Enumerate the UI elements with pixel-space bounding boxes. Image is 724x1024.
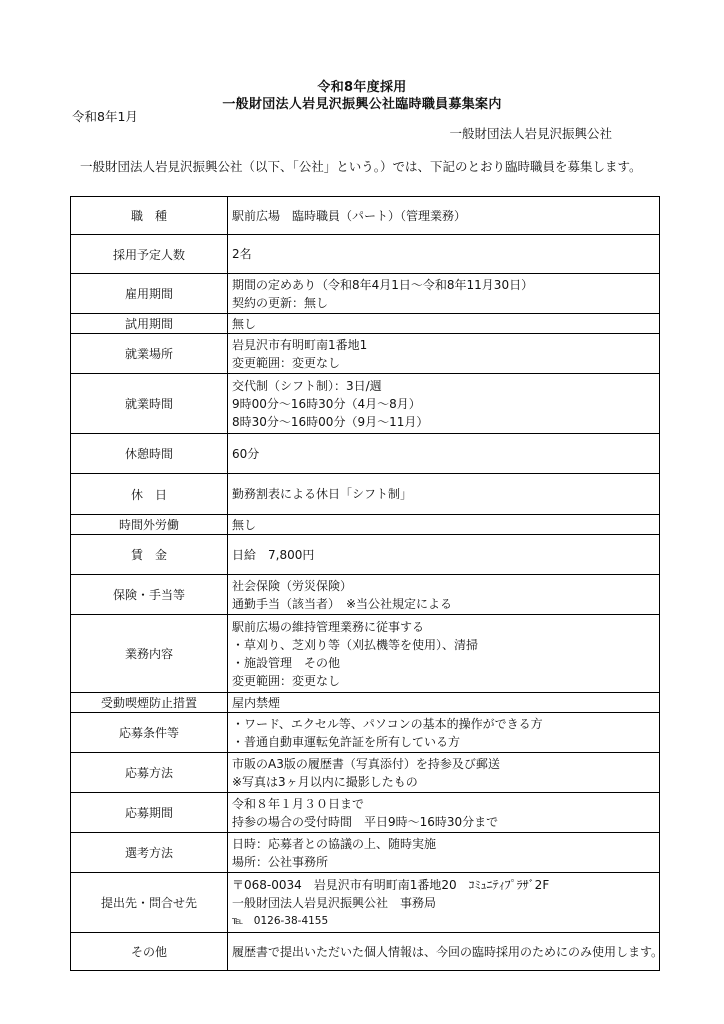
row-value	[228, 693, 660, 713]
value-line: 一般財団法人岩見沢振興公社 事務局	[232, 895, 437, 910]
row-label: 応募期間	[71, 793, 228, 833]
row-label: 休 日	[71, 474, 228, 515]
row-value	[228, 314, 660, 334]
row-label: 応募方法	[71, 753, 228, 793]
value-line: 9時00分～16時30分（4月～8月）	[232, 396, 421, 411]
value-line: 〒068-0034 岩見沢市有明町南1番地20 ｺﾐｭﾆﾃｨﾌﾟﾗｻﾞ2F	[232, 877, 550, 892]
row-value	[228, 434, 660, 474]
row-value	[228, 274, 660, 314]
value-line: ※写真は3ヶ月以内に撮影したもの	[232, 774, 418, 789]
row-working-hours	[71, 374, 660, 434]
row-label: 就業時間	[71, 374, 228, 434]
row-value	[228, 334, 660, 374]
title-line-1: 令和8年度採用	[317, 80, 407, 95]
row-smoking-policy	[71, 693, 660, 713]
row-label: 職 種	[71, 197, 228, 235]
row-value	[228, 753, 660, 793]
row-contact	[71, 873, 660, 933]
row-label: 採用予定人数	[71, 235, 228, 274]
value-line: 駅前広場 臨時職員（パート）（管理業務）	[232, 208, 467, 223]
value-line: 8時30分～16時00分（9月～11月）	[232, 414, 429, 429]
value-line: ・普通自動車運転免許証を所有している方	[232, 734, 461, 749]
row-duties	[71, 615, 660, 693]
row-value	[228, 374, 660, 434]
row-value	[228, 833, 660, 873]
row-label: 休憩時間	[71, 434, 228, 474]
value-line: 期間の定めあり（令和8年4月1日～令和8年11月30日）	[232, 277, 534, 292]
value-line: 市販のA3版の履歴書（写真添付）を持参及び郵送	[232, 756, 500, 771]
value-line: 勤務割表による休日「シフト制」	[232, 487, 413, 501]
row-employment-period	[71, 274, 660, 314]
title-line-2: 一般財団法人岩見沢振興公社臨時職員募集案内	[222, 97, 502, 112]
value-line: 2名	[232, 247, 252, 261]
row-break-time	[71, 434, 660, 474]
row-wage	[71, 535, 660, 575]
value-line: 60分	[232, 446, 260, 461]
row-label: 提出先・問合せ先	[71, 873, 228, 933]
row-label: 業務内容	[71, 615, 228, 693]
row-value	[228, 933, 664, 971]
value-line: 変更範囲：変更なし	[232, 355, 341, 370]
value-line: 令和８年１月３０日まで	[232, 796, 365, 811]
value-line: ・草刈り、芝刈り等（刈払機等を使用）、清掃	[232, 637, 479, 652]
value-line: 社会保険（労災保険）	[232, 578, 353, 593]
value-line: 駅前広場の維持管理業務に従事する	[232, 619, 425, 634]
row-value	[228, 197, 660, 235]
row-holidays	[71, 474, 660, 515]
document-date: 令和8年1月	[72, 109, 138, 124]
row-value	[228, 615, 660, 693]
row-value	[228, 515, 660, 535]
value-line: 変更範囲：変更なし	[232, 673, 341, 688]
value-line: ・ワード、エクセル等、パソコンの基本的操作ができる方	[232, 716, 543, 731]
row-label: 応募条件等	[71, 713, 228, 753]
value-line: 無し	[232, 316, 257, 331]
value-line: 屋内禁煙	[232, 695, 281, 710]
row-value	[228, 474, 660, 515]
value-line: 日時：応募者との協議の上、随時実施	[232, 836, 437, 851]
row-label: 選考方法	[71, 833, 228, 873]
value-line: 履歴書で提出いただいた個人情報は、今回の臨時採用のためにのみ使用します。	[232, 944, 664, 959]
row-value	[228, 575, 660, 615]
value-line: 持参の場合の受付時間 平日9時～16時30分まで	[232, 814, 499, 829]
value-line: 通勤手当（該当者） ※当公社規定による	[232, 596, 453, 611]
row-value	[228, 713, 660, 753]
row-work-location	[71, 334, 660, 374]
value-line: 岩見沢市有明町南1番地1	[232, 337, 368, 352]
row-value	[228, 535, 660, 575]
row-label: その他	[71, 933, 228, 971]
recruitment-table	[70, 196, 664, 971]
value-line: 契約の更新：無し	[232, 295, 329, 310]
row-value	[228, 793, 660, 833]
value-line: ・施設管理 その他	[232, 655, 341, 670]
organization-name: 一般財団法人岩見沢振興公社	[449, 126, 612, 141]
row-label: 賃 金	[71, 535, 228, 575]
row-application-period	[71, 793, 660, 833]
row-label: 時間外労働	[71, 515, 228, 535]
row-label: 試用期間	[71, 314, 228, 334]
row-value	[228, 235, 660, 274]
row-application-method	[71, 753, 660, 793]
value-line: ℡ 0126-38-4155	[232, 914, 329, 927]
row-other	[71, 933, 660, 971]
row-requirements	[71, 713, 660, 753]
value-line: 無し	[232, 517, 257, 532]
row-label: 就業場所	[71, 334, 228, 374]
row-label: 雇用期間	[71, 274, 228, 314]
value-line: 場所：公社事務所	[232, 854, 329, 869]
row-value	[228, 873, 660, 933]
value-line: 日給 7,800円	[232, 547, 315, 562]
row-trial-period	[71, 314, 660, 334]
row-job-type	[71, 197, 660, 235]
row-insurance	[71, 575, 660, 615]
row-headcount	[71, 235, 660, 274]
value-line: 交代制（シフト制）：3日/週	[232, 378, 382, 393]
row-label: 保険・手当等	[71, 575, 228, 615]
row-overtime	[71, 515, 660, 535]
row-selection-method	[71, 833, 660, 873]
intro-text: 一般財団法人岩見沢振興公社（以下、「公社」という。）では、下記のとおり臨時職員を募集します。	[80, 159, 642, 174]
row-label: 受動喫煙防止措置	[71, 693, 228, 713]
